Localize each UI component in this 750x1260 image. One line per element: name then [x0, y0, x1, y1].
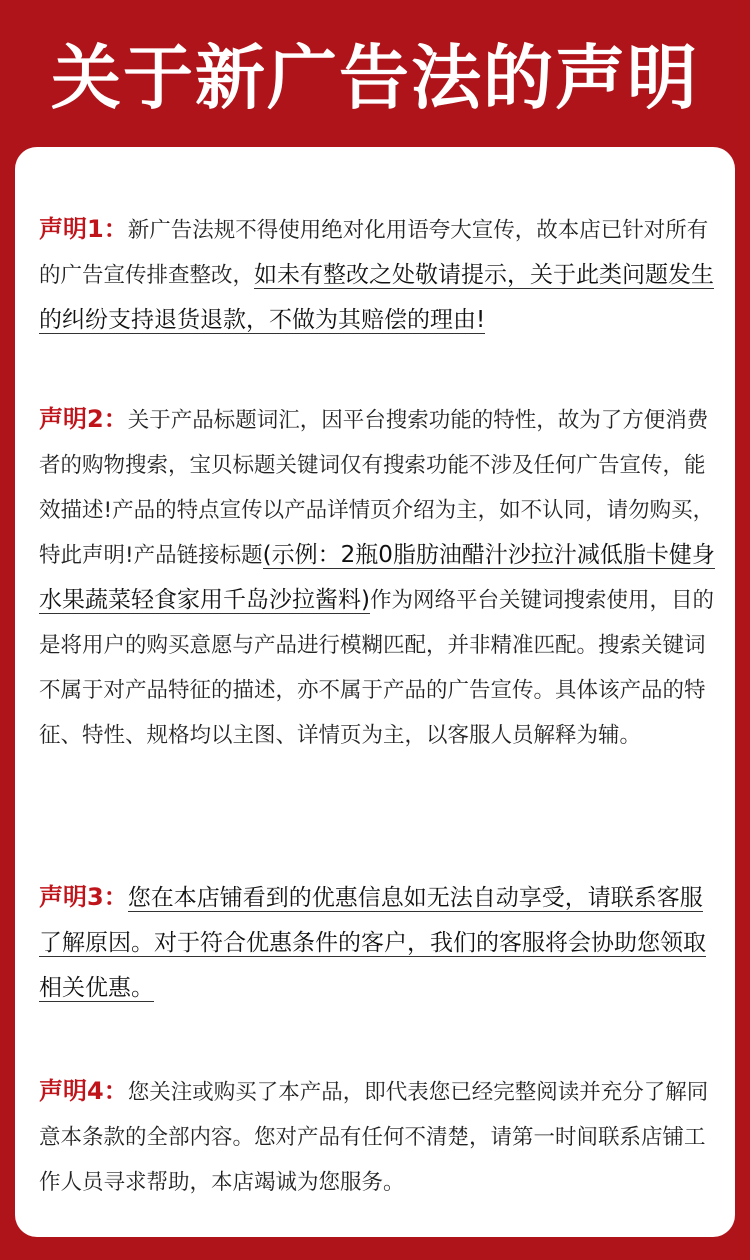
- statement-4-label: 声明4：: [39, 1077, 128, 1105]
- statement-1-text: 新广告法规不得使用绝对化用语夸大宣传，故本店已针对所有的广告宣传排查整改，: [39, 218, 709, 288]
- statement-3: [39, 875, 717, 1011]
- statement-4-text: 您关注或购买了本产品，即代表您已经完整阅读并充分了解同意本条款的全部内容。您对产品有任何不清楚，请第一时间联系店铺工作人员寻求帮助，本店竭诚为您服务。: [39, 1080, 709, 1195]
- statement-1: [39, 207, 717, 343]
- statement-3-label: 声明3：: [39, 883, 128, 911]
- statement-2-text-continued: 作为网络平台关键词搜索使用，目的是将用户的购买意愿与产品进行模糊匹配，并非精准匹配。搜索关键词不属于对产品特征的描述，亦不属于产品的广告宣传。具体该产品的特征、特性、规格均以主图、详情页为主，以客服人员解释为辅。: [39, 588, 714, 748]
- statement-card: [15, 147, 735, 1237]
- statement-1-highlight: 如未有整改之处敬请提示，关于此类问题发生的纠纷支持退货退款，不做为其赔偿的理由!: [39, 262, 715, 333]
- page-title: 关于新广告法的声明: [51, 37, 699, 119]
- statement-1-label: 声明1：: [39, 215, 128, 243]
- statement-4: [39, 1069, 717, 1205]
- statement-3-highlight: 您在本店铺看到的优惠信息如无法自动享受，请联系客服了解原因。对于符合优惠条件的客户，我们的客服将会协助您领取相关优惠。: [39, 885, 706, 1001]
- statement-2-label: 声明2：: [39, 405, 128, 433]
- statement-2-text: 关于产品标题词汇，因平台搜索功能的特性，故为了方便消费者的购物搜索，宝贝标题关键词仅有搜索功能不涉及任何广告宣传，能效描述!产品的特点宣传以产品详情页介绍为主，如不认同，请勿购买，特此声明!产品链接标题: [39, 408, 715, 568]
- statement-2: [39, 397, 717, 758]
- statement-2-highlight: (示例：2瓶0脂肪油醋汁沙拉汁减低脂卡健身水果蔬菜轻食家用千岛沙拉酱料): [39, 542, 715, 613]
